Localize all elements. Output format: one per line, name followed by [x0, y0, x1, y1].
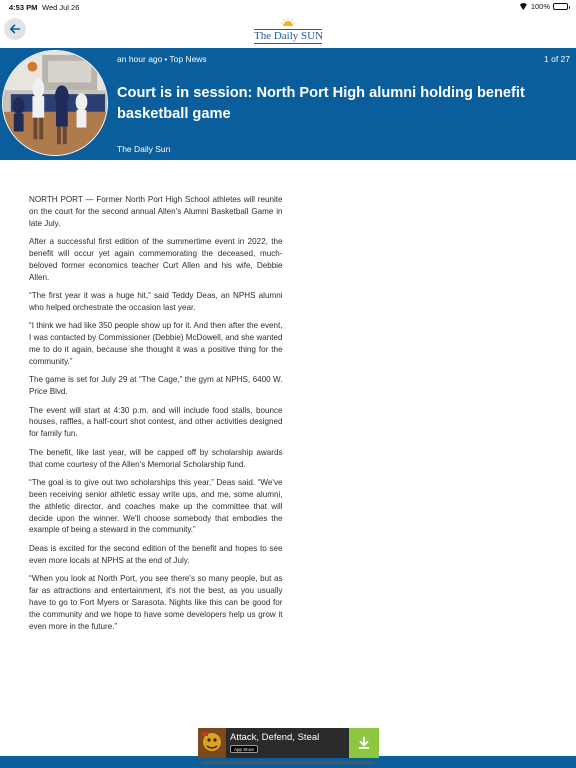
status-indicators — [519, 2, 568, 11]
meta-separator: • — [164, 54, 168, 64]
article-pagination: 1 of 27 — [544, 54, 570, 64]
article-section[interactable]: Top News — [169, 54, 207, 64]
game-app-icon — [198, 728, 226, 758]
status-bar — [0, 0, 576, 14]
article-header — [0, 48, 576, 160]
ad-download-button[interactable] — [349, 728, 379, 758]
logo-text: The Daily SUN — [254, 30, 324, 42]
wifi-icon — [519, 3, 528, 10]
article-body — [29, 194, 570, 724]
ad-banner[interactable] — [198, 728, 379, 758]
status-time: 4:53 PM — [9, 3, 38, 12]
article-paragraph: NORTH PORT — Former North Port High School athletes will reunite on the court for the second annual Allen's Alumni Basketball Game in late July. — [29, 195, 283, 228]
download-icon — [357, 736, 371, 750]
article-meta — [117, 54, 207, 64]
home-indicator — [201, 761, 375, 764]
battery-percent: 100% — [530, 2, 550, 11]
article-photo[interactable] — [2, 50, 108, 156]
article-paragraph: The benefit, like last year, will be capped off by scholarship awards that come courtesy of the Allen's Memorial Scholarship fund. — [29, 447, 283, 469]
article-paragraph: After a successful first edition of the summertime event in 2022, the benefit will occur yet again commemorating the deceased, much-beloved former economics teacher Curt Allen and his wife, Debbie Allen. — [29, 237, 283, 282]
article-source: The Daily Sun — [117, 144, 171, 154]
article-paragraph: “The first year it was a huge hit,” said Teddy Deas, an NPHS alumni who helped orchestrate the occasion last year. — [29, 291, 283, 313]
status-date: Wed Jul 26 — [42, 3, 80, 12]
article-paragraph: The game is set for July 29 at “The Cage,” the gym at NPHS, 6400 W. Price Blvd. — [29, 375, 283, 397]
arrow-left-icon — [9, 23, 21, 35]
article-time-ago: an hour ago — [117, 54, 163, 64]
sun-icon — [280, 18, 296, 26]
article-paragraph: “I think we had like 350 people show up for it. And then after the event, I was contacted by Commissioner (Debbie) McDowell, and she wanted me to do it again, because she thought it was a positive thing for the community.” — [29, 321, 283, 367]
article-paragraph: The event will start at 4:30 p.m. and will include food stalls, bounce houses, raffles, a half-court shot contest, and other activities designed for family fun. — [29, 405, 283, 439]
basketball-photo — [3, 51, 107, 155]
article-paragraph: “When you look at North Port, you see there's so many people, but as far as attractions and entertainment, it's not the best, as you usually have to go to Fort Myers or Sarasota. Nights like this can be good for the community and we hope to have some developers help us grow it even more in the future.” — [29, 573, 283, 631]
daily-sun-logo — [254, 18, 322, 44]
top-nav — [0, 14, 576, 48]
article-title: Court is in session: North Port High alumni holding benefit basketball game — [117, 85, 525, 122]
ad-title: Attack, Defend, Steal — [230, 732, 320, 743]
article-paragraph: Deas is excited for the second edition of the benefit and hopes to see even more locals at NPHS at the end of July. — [29, 543, 283, 565]
back-button[interactable] — [4, 18, 26, 40]
battery-icon — [553, 3, 568, 10]
article-paragraph: “The goal is to give out two scholarships this year,” Deas said. “We've been receiving senior athletic essay write ups, and me, some alumni, the athletic director, and coaches make up the committee that will decide upon the winner. We'll choose somebody that embodies the example of being a steward in the community.” — [29, 477, 283, 535]
app-store-badge: App Store — [230, 745, 258, 753]
